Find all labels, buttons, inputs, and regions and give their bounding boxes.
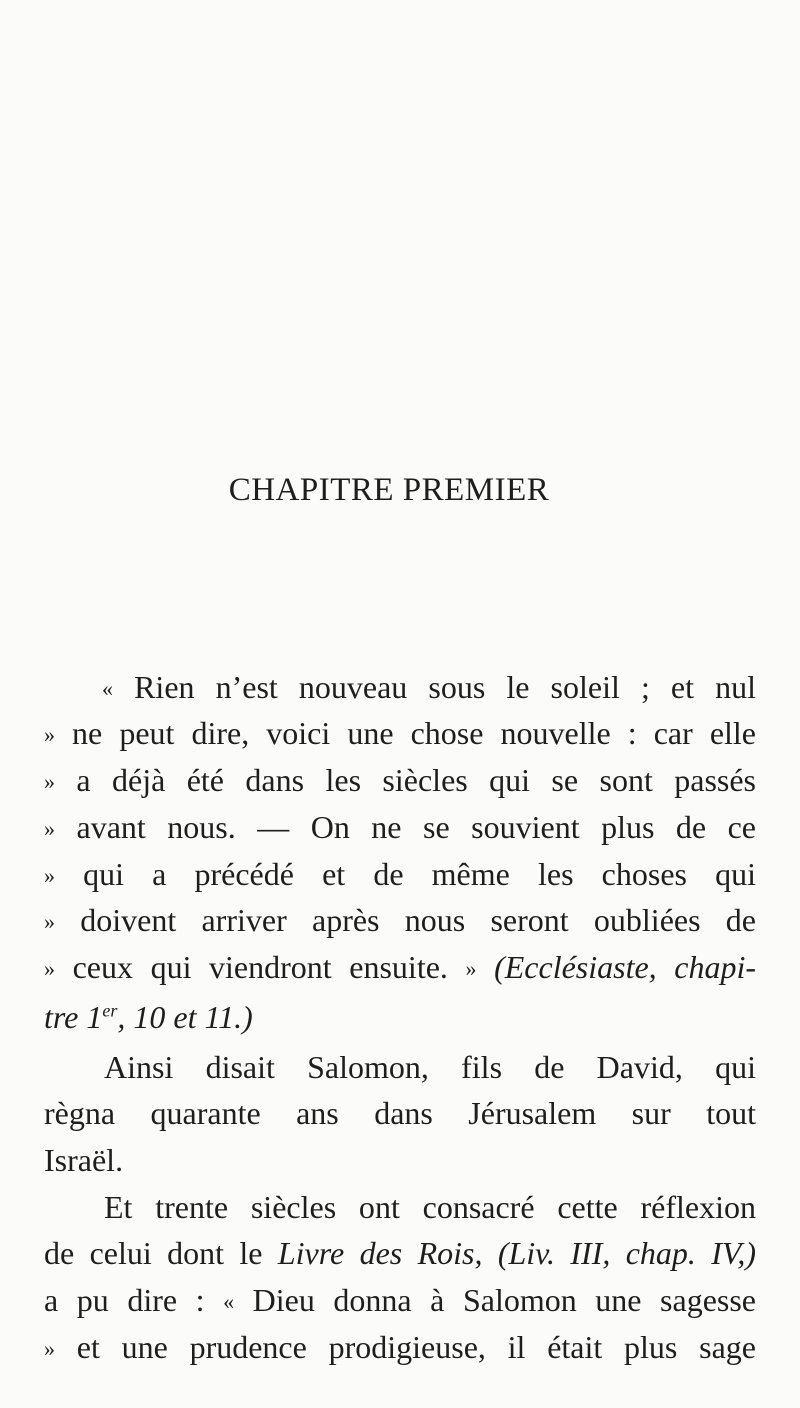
chapter-title: CHAPITRE PREMIER: [228, 472, 550, 508]
text-line: » a déjà été dans les siècles qui se sont passés: [44, 762, 756, 798]
text-line: » qui a précédé et de même les choses qui: [44, 856, 756, 892]
text-line: a pu dire : « Dieu donna à Salomon une sagesse: [44, 1282, 757, 1318]
citation: (Ecclésiaste, chapi-: [476, 949, 757, 985]
text-line: » doivent arriver après nous seront oubliées de: [44, 902, 756, 938]
citation: , 10 et 11.): [117, 999, 253, 1035]
text-line: Ainsi disait Salomon, fils de David, qui: [104, 1049, 756, 1085]
text-line: tre 1er, 10 et 11.): [44, 999, 253, 1035]
text-line: » avant nous. — On ne se souvient plus de ce: [44, 809, 756, 845]
text-line: » et une prudence prodigieuse, il était plus sage: [44, 1329, 756, 1365]
text-line: « Rien n’est nouveau sous le soleil ; et nul: [102, 669, 756, 705]
text-line: Israël.: [44, 1142, 124, 1178]
text-line: de celui dont le Livre des Rois, (Liv. III, chap. IV,): [44, 1235, 757, 1271]
text-line: » ceux qui viendront ensuite. » (Ecclésiaste, chapi-: [44, 949, 757, 985]
text-line: Et trente siècles ont consacré cette réflexion: [104, 1189, 756, 1225]
text-line: règna quarante ans dans Jérusalem sur tout: [44, 1095, 756, 1131]
citation: Livre des Rois, (Liv. III, chap. IV,): [277, 1235, 757, 1271]
text-line: » ne peut dire, voici une chose nouvelle : car elle: [44, 715, 756, 751]
citation: tre 1: [44, 999, 103, 1035]
